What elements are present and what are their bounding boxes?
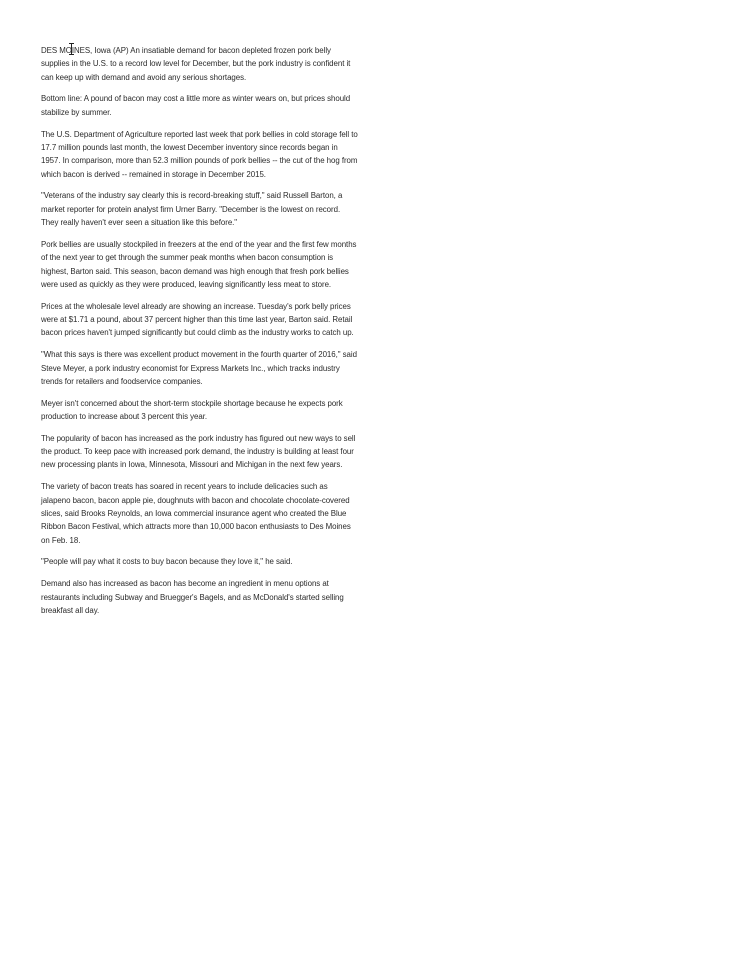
article-body (41, 44, 359, 626)
article-paragraph: Meyer isn't concerned about the short-term stockpile shortage because he expects pork production to increase about 3 percent this year. (41, 398, 343, 421)
article-paragraph: "What this says is there was excellent product movement in the fourth quarter of 2016," said Steve Meyer, a pork industry economist for Express Markets Inc., which tracks industry trends for retailers and foodservice companies. (41, 350, 357, 386)
article-paragraph: Pork bellies are usually stockpiled in freezers at the end of the year and the first few months of the next year to get through the summer peak months when bacon consumption is highest, Barton said. This season, bacon demand was high enough that fresh pork bellies were used as quickly as they were produced, leaving significantly less meat to store. (41, 239, 357, 289)
article-lead-paragraph (41, 44, 359, 84)
article-paragraph: "People will pay what it costs to buy bacon because they love it," he said. (41, 557, 293, 567)
article-paragraph: Prices at the wholesale level already are showing an increase. Tuesday's pork belly prices were at $1.71 a pound, about 37 percent higher than this time last year, Barton said. Retail bacon prices haven't jumped significantly but could climb as the industry works to catch up. (41, 301, 354, 338)
lead-text-rest: INES, Iowa (AP) An insatiable demand for bacon depleted frozen pork belly supplies in the U.S. to a record low level for December, but the pork industry is confident it can keep up with demand and avoid any serious shortages. (41, 46, 351, 82)
lead-text-start: DES MO (41, 46, 72, 55)
article-paragraph: Demand also has increased as bacon has become an ingredient in menu options at restaurants including Subway and Bruegger's Bagels, and as McDonald's started selling breakfast all day. (41, 579, 344, 615)
article-paragraph: The U.S. Department of Agriculture reported last week that pork bellies in cold storage fell to 17.7 million pounds last month, the lowest December inventory since records began in 1957. In comparison, more than 52.3 million pounds of pork bellies -- the cut of the hog from which bacon is derived -- remained in storage in December 2015. (41, 129, 358, 179)
article-paragraph: The popularity of bacon has increased as the pork industry has figured out new ways to sell the product. To keep pace with increased pork demand, the industry is building at least four new processing plants in Iowa, Minnesota, Missouri and Michigan in the next few years. (41, 433, 356, 470)
article-paragraph: "Veterans of the industry say clearly this is record-breaking stuff," said Russell Barton, a market reporter for protein analyst firm Urner Barry. "December is the lowest on record. They really haven't ever seen a situation like this before." (41, 191, 343, 228)
article-paragraph: Bottom line: A pound of bacon may cost a little more as winter wears on, but prices should stabilize by summer. (41, 94, 351, 117)
article-paragraph: The variety of bacon treats has soared in recent years to include delicacies such as jalapeno bacon, bacon apple pie, doughnuts with bacon and chocolate chocolate-covered slices, said Brooks Reynolds, an Iowa commercial insurance agent who created the Blue Ribbon Bacon Festival, which attracts more than 10,000 bacon enthusiasts to Des Moines on Feb. 18. (41, 482, 351, 545)
